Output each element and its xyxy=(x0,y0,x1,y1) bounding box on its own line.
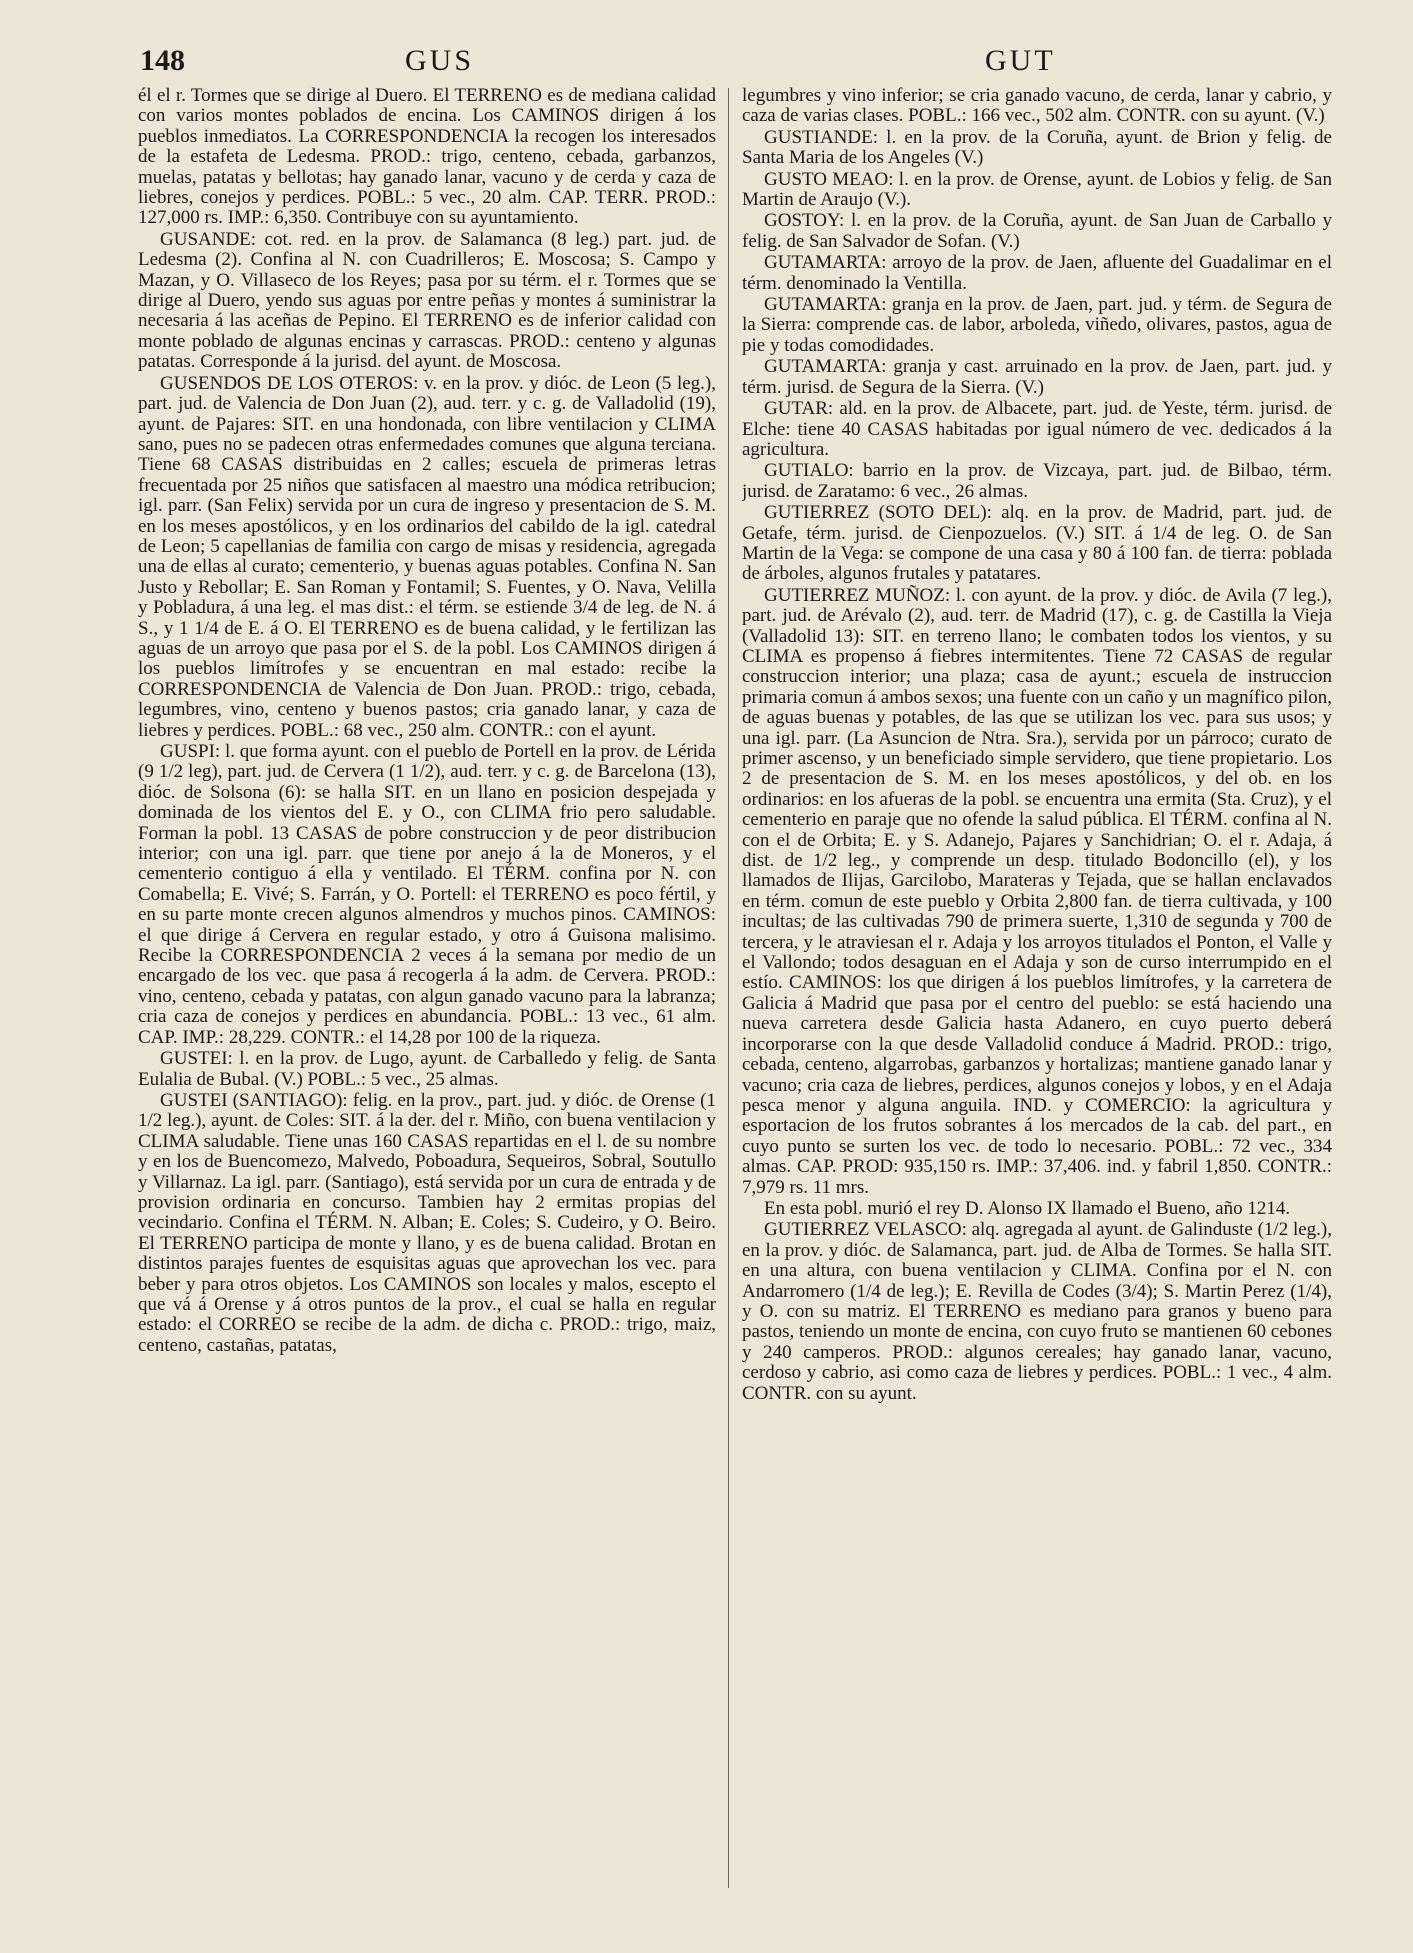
left-column xyxy=(138,86,716,1916)
entry-gustiande: GUSTIANDE: l. en la prov. de la Coruña, ayunt. de Brion y felig. de Santa Maria de los Angeles (V.) xyxy=(742,126,1332,169)
entry-guspi: GUSPI: l. que forma ayunt. con el pueblo de Portell en la prov. de Lérida (9 1/2 leg), part. jud. de Cervera (1 1/2), aud. terr. y c. g. de Barcelona (13), dióc. de Solsona (6): se halla SIT. en un llano en posicion despejada y dominada de los vientos del E. y O., con CLIMA frio pero saludable. Forman la pobl. 13 CASAS de pobre construccion y de peor distribucion interior; con una igl. parr. que tiene por anejo á la de Moneros, y el cementerio contiguo á ella y ventilado. El TÉRM. confina por N. con Comabella; E. Vivé; S. Farrán, y O. Portell: el TERRENO es poco fértil, y en su parte monte crecen algunos almendros y muchos pinos. CAMINOS: el que dirige á Cervera en regular estado, y otro á Guisona malisimo. Recibe la CORRESPONDENCIA 2 veces á la semana por medio de un encargado de los vec. que pasa á recogerla á la adm. de Cervera. PROD.: vino, centeno, cebada y patatas, con algun ganado vacuno para la labranza; cria caza de conejos y perdices en abundancia. POBL.: 13 vec., 61 alm. CAP. IMP.: 28,229. CONTR.: el 14,28 por 100 de la riqueza. xyxy=(138,741,716,1048)
entry-gustei-continuation: él el r. Tormes que se dirige al Duero. El TERRENO es de mediana calidad con varios montes poblados de encina. Los CAMINOS dirigen á los pueblos inmediatos. La CORRESPONDENCIA la recogen los interesados de la estafeta de Ledesma. PROD.: trigo, centeno, cebada, garbanzos, muelas, patatas y bellotas; hay ganado lanar, vacuno y de cerda y caza de liebres, conejos y perdices. POBL.: 5 vec., 20 alm. CAP. TERR. PROD.: 127,000 rs. IMP.: 6,350. Contribuye con su ayuntamiento. xyxy=(138,86,716,229)
entry-gostoy: GOSTOY: l. en la prov. de la Coruña, ayunt. de San Juan de Carballo y felig. de San Salvador de Sofan. (V.) xyxy=(742,210,1332,252)
column-divider xyxy=(728,88,729,1888)
entry-gustei-santiago-continuation: legumbres y vino inferior; se cria ganado vacuno, de cerda, lanar y cabrio, y caza de varias clases. POBL.: 166 vec., 502 alm. CONTR. con su ayunt. (V.) xyxy=(742,86,1332,127)
running-head-left: GUS xyxy=(405,44,475,77)
entry-gusande: GUSANDE: cot. red. en la prov. de Salamanca (8 leg.) part. jud. de Ledesma (2). Confina al N. con Cuadrilleros; E. Moscosa; S. Campo y Mazan, y O. Villaseco de los Reyes; pasa por su térm. el r. Tormes que se dirige al Duero, yendo sus aguas por entre peñas y montes á suministrar la necesaria á las aceñas de Pepino. El TERRENO es de inferior calidad con monte poblado de algunas encinas y carrascas. PROD.: centeno y algunas patatas. Corresponde á la jurisd. del ayunt. de Moscosa. xyxy=(138,228,716,373)
page-header xyxy=(140,44,1340,86)
entry-gustei-santiago: GUSTEI (SANTIAGO): felig. en la prov., part. jud. y dióc. de Orense (1 1/2 leg.), ayunt. de Coles: SIT. á la der. del r. Miño, con buena ventilacion y CLIMA saludable. Tiene unas 160 CASAS repartidas en el l. de su nombre y en los de Buencomezo, Malvedo, Poboadura, Sequeiros, Sobral, Soutullo y Villarnaz. La igl. parr. (Santiago), está servida por un cura de entrada y de provision ordinaria en concurso. Tambien hay 2 ermitas propias del vecindario. Confina el TÉRM. N. Alban; E. Coles; S. Cudeiro, y O. Beiro. El TERRENO participa de monte y llano, y es de buena calidad. Brotan en distintos parajes fuentes de esquisitas aguas que aprovechan los vec. para beber y para otros objetos. Los CAMINOS son locales y malos, escepto el que vá á Orense y á otros puntos de la prov., el cual se halla en regular estado: el CORREO se recibe de la adm. de dicha c. PROD.: trigo, maiz, centeno, castañas, patatas, xyxy=(138,1089,716,1356)
right-column xyxy=(742,86,1332,1916)
entry-gutierrez-munoz: GUTIERREZ MUÑOZ: l. con ayunt. de la prov. y dióc. de Avila (7 leg.), part. jud. de Arévalo (2), aud. terr. de Madrid (17), c. g. de Castilla la Vieja (Valladolid 13): SIT. en terreno llano; le combaten todos los vientos, y su CLIMA es propenso á fiebres intermitentes. Tiene 72 CASAS de regular construccion interior; una plaza; casa de ayunt.; escuela de instruccion primaria comun á ambos sexos; una fuente con un caño y un magnífico pilon, de aguas buenas y potables, de las que se utilizan los vec. para sus usos; y una igl. parr. (La Asuncion de Ntra. Sra.), servida por un párroco; curato de primer ascenso, y un beneficiado simple servidero, que tiene propietario. Los 2 de presentacion de S. M. en los meses apostólicos, y del ob. en los ordinarios: en los afueras de la pobl. se encuentra una ermita (Sta. Cruz), y el cementerio en paraje que no ofende la salud pública. El TÉRM. confina al N. con el de Orbita; E. y S. Adanejo, Pajares y Sanchidrian; O. el r. Adaja, á dist. de 1/2 leg., y comprende un desp. titulado Bodoncillo (el), y los llamados de Ilijas, Garcilobo, Marateras y Tejada, que se hallan enclavados en térm. comun de este pueblo y Orbita 2,800 fan. de tierra cultivada, y 100 incultas; de las cultivadas 790 de primera suerte, 1,310 de segunda y 700 de tercera, y le atraviesan el r. Adaja y los arroyos titulados el Ponton, el Valle y el Vallondo; todos desaguan en el Adaja y son de curso interrumpido en el estío. CAMINOS: los que dirigen á los pueblos limítrofes, y la carretera de Galicia á Madrid que pasa por el centro del pueblo: se está haciendo una nueva carretera desde Galicia hasta Adanero, en cuyo puerto deberá incorporarse con la que desde Valladolid conduce á Madrid. PROD.: trigo, cebada, centeno, algarrobas, garbanzos y hortalizas; mantiene ganado lanar y vacuno; cria caza de liebres, perdices, algunos conejos y lobos, y en el Adaja pesca menor y alguna anguila. IND. y COMERCIO: la agricultura y esportacion de los frutos sobrantes á los mercados de la cab. del part., en cuyo punto se surten los vec. de todo lo necesario. POBL.: 72 vec., 334 almas. CAP. PROD: 935,150 rs. IMP.: 37,406. ind. y fabril 1,850. CONTR.: 7,979 rs. 11 mrs. xyxy=(742,584,1332,1198)
entry-gutierrez-velasco: GUTIERREZ VELASCO: alq. agregada al ayunt. de Galinduste (1/2 leg.), en la prov. y dióc. de Salamanca, part. jud. de Alba de Tormes. Se halla SIT. en una altura, con buena ventilacion y CLIMA. Confina por el N. con Andarromero (1/4 de leg.); E. Revilla de Codes (3/4); S. Martin Perez (1/4), y O. con su matriz. El TERRENO es mediano para granos y bueno para pastos, teniendo un monte de encina, con cuyo fruto se mantienen 60 cebones y 240 camperos. PROD.: algunos cereales; hay ganado lanar, vacuno, cerdoso y cabrio, asi como caza de liebres y perdices. POBL.: 1 vec., 4 alm. CONTR. con su ayunt. xyxy=(742,1219,1332,1404)
entry-gusendos-de-los-oteros: GUSENDOS DE LOS OTEROS: v. en la prov. y dióc. de Leon (5 leg.), part. jud. de Valencia de Don Juan (2), aud. terr. y c. g. de Valladolid (19), ayunt. de Pajares: SIT. en una hondonada, con libre ventilacion y CLIMA sano, pues no se padecen otras enfermedades comunes que alguna terciana. Tiene 68 CASAS distribuidas en 2 calles; escuela de primeras letras frecuentada por 25 niños que satisfacen al maestro una módica retribucion; igl. parr. (San Felix) servida por un cura de ingreso y presentacion de S. M. en los meses apostólicos, y en los ordinarios del cabildo de la igl. catedral de Leon; 5 capellanias de familia con cargo de misas y residencia, agregada una de ellas al curato; cementerio, y buenas aguas potables. Confina N. San Justo y Rebollar; E. San Roman y Fontamil; S. Fuentes, y O. Nava, Velilla y Pobladura, á una leg. el mas dist.: el térm. se estiende 3/4 de leg. de N. á S., y 1 1/4 de E. á O. El TERRENO es de buena calidad, y le fertilizan las aguas de un arroyo que pasa por el S. de la pobl. Los CAMINOS dirigen á los pueblos limítrofes y se encuentran en mal estado: recibe la CORRESPONDENCIA de Valencia de Don Juan. PROD.: trigo, cebada, legumbres, vino, centeno y buenos pastos; cria ganado lanar, y caza de liebres y perdices. POBL.: 68 vec., 250 alm. CONTR.: con el ayunt. xyxy=(138,372,716,741)
entry-gusto-meao: GUSTO MEAO: l. en la prov. de Orense, ayunt. de Lobios y felig. de San Martin de Araujo (V.). xyxy=(742,168,1332,211)
entry-gutar: GUTAR: ald. en la prov. de Albacete, part. jud. de Yeste, térm. jurisd. de Elche: tiene 40 CASAS habitadas por igual número de vec. dedicados á la agricultura. xyxy=(742,398,1332,460)
entry-gutierrez-soto-del: GUTIERREZ (SOTO DEL): alq. en la prov. de Madrid, part. jud. de Getafe, térm. jurisd. de Cienpozuelos. (V.) SIT. á 1/4 de leg. O. de San Martin de la Vega: se compone de una casa y 80 á 100 fan. de tierra: poblada de árboles, algunos frutales y patatares. xyxy=(742,502,1332,585)
entry-gutialo: GUTIALO: barrio en la prov. de Vizcaya, part. jud. de Bilbao, térm. jurisd. de Zaratamo: 6 vec., 26 almas. xyxy=(742,460,1332,502)
entry-gustei: GUSTEI: l. en la prov. de Lugo, ayunt. de Carballedo y felig. de Santa Eulalia de Bubal. (V.) POBL.: 5 vec., 25 almas. xyxy=(138,1048,716,1090)
entry-gutamarta-arroyo: GUTAMARTA: arroyo de la prov. de Jaen, afluente del Guadalimar en el térm. denominado la Ventilla. xyxy=(742,252,1332,294)
entry-gutamarta-cast: GUTAMARTA: granja y cast. arruinado en la prov. de Jaen, part. jud. y térm. jurisd. de Segura de la Sierra. (V.) xyxy=(742,356,1332,398)
page-number: 148 xyxy=(140,44,185,77)
entry-gutamarta-granja: GUTAMARTA: granja en la prov. de Jaen, part. jud. y térm. de Segura de la Sierra: comprende cas. de labor, arboleda, viñedo, olivares, pastos, agua de pie y todas comodidades. xyxy=(742,294,1332,356)
running-head-right: GUT xyxy=(985,44,1056,77)
entry-note-alonso-ix: En esta pobl. murió el rey D. Alonso IX llamado el Bueno, año 1214. xyxy=(764,1197,1291,1219)
